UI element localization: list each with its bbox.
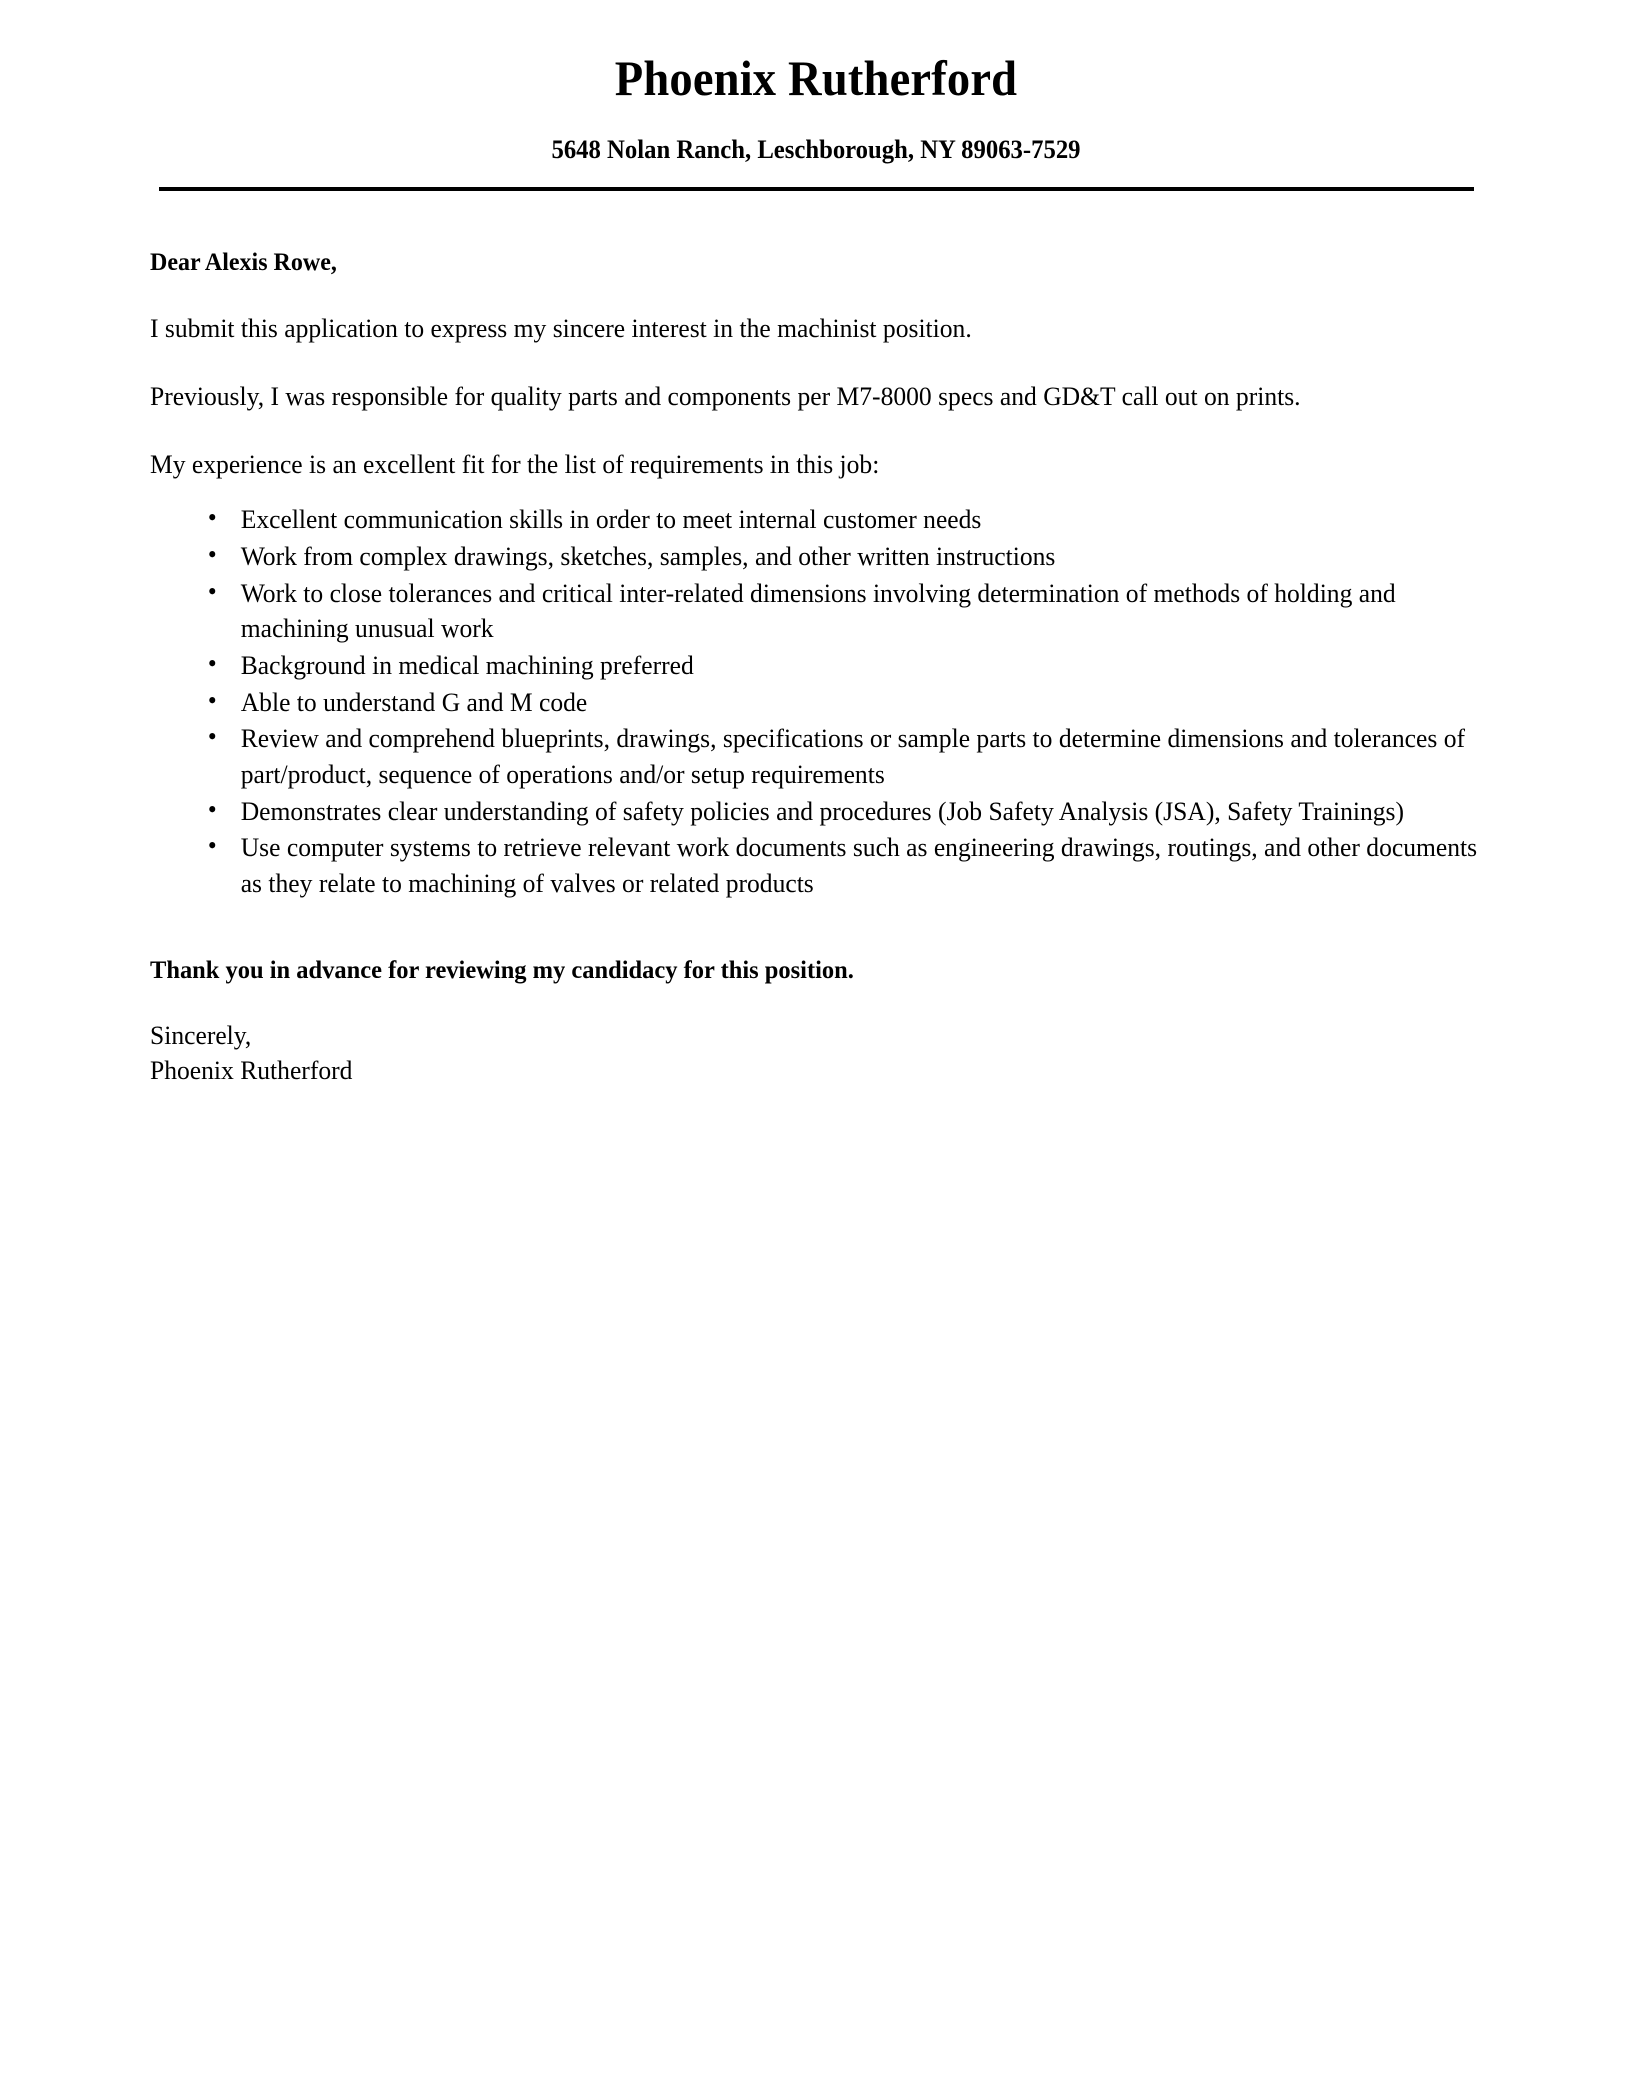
signature-block	[150, 985, 1435, 1088]
letterhead	[0, 0, 1632, 164]
list-item: • Demonstrates clear understanding of safety policies and procedures (Job Safety Analysis (JSA), Safety Trainings)	[206, 794, 1482, 830]
list-item: • Review and comprehend blueprints, drawings, specifications or sample parts to determine dimensions and tolerances of part/product, sequence of operations and/or setup requirements	[206, 721, 1482, 792]
list-item: • Able to understand G and M code	[206, 685, 1482, 721]
valediction: Sincerely,	[150, 1020, 252, 1051]
list-item: • Work from complex drawings, sketches, samples, and other written instructions	[206, 539, 1482, 575]
paragraph-experience: Previously, I was responsible for quality parts and components per M7-8000 specs and GD&T call out on prints.	[150, 381, 1301, 412]
closing-statement: Thank you in advance for reviewing my candidacy for this position.	[150, 954, 854, 984]
sender-address-line: 5648 Nolan Ranch, Leschborough, NY 89063-7529	[551, 134, 1081, 164]
requirements-list	[150, 502, 1482, 901]
list-item: • Background in medical machining preferred	[206, 648, 1482, 684]
list-item: • Work to close tolerances and critical inter-related dimensions involving determination of methods of holding and machining unusual work	[206, 576, 1482, 647]
list-item: • Excellent communication skills in order to meet internal customer needs	[206, 502, 1482, 538]
list-item: • Use computer systems to retrieve relevant work documents such as engineering drawings, routings, and other documents as they relate to machining of valves or related products	[206, 830, 1482, 901]
header-divider-rule	[159, 187, 1474, 191]
signature-name: Phoenix Rutherford	[150, 1055, 353, 1086]
sender-name-heading: Phoenix Rutherford	[614, 50, 1018, 106]
paragraph-requirements-lead: My experience is an excellent fit for the list of requirements in this job:	[150, 449, 880, 480]
salutation: Dear Alexis Rowe,	[150, 249, 337, 277]
paragraph-intro: I submit this application to express my sincere interest in the machinist position.	[150, 313, 972, 344]
letter-body	[0, 248, 1632, 1088]
